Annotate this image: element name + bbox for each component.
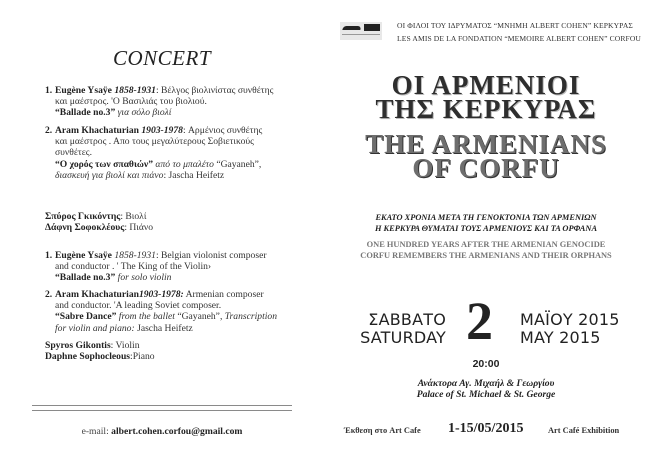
month-english: MAY 2015 xyxy=(520,328,601,347)
composer-desc-2: and conductor. 'A leading Soviet composer. xyxy=(55,300,222,312)
composer-desc: Armenian composer xyxy=(183,289,264,300)
performer-name: Spyros Gikontis xyxy=(45,340,111,351)
email-address[interactable]: albert.cohen.corfou@gmail.com xyxy=(111,426,243,437)
program-item-english-2 xyxy=(45,289,285,334)
program-item-greek-2 xyxy=(45,125,285,181)
composer-desc: : Belgian violonist composer xyxy=(155,250,267,261)
composer-name: Eugène Ysaÿe xyxy=(55,250,112,261)
transcription-label: Transcription xyxy=(224,311,277,323)
org-name-french: LES AMIS DE LA FONDATION “MEMOIRE ALBERT COHEN” CORFOU xyxy=(397,34,642,43)
composer-desc-2: and conductor . ' The King of the Violin› xyxy=(55,261,212,273)
performer-greek-violin xyxy=(45,211,146,222)
venue-english: Palace of St. Michael & St. George xyxy=(416,389,556,400)
email-label: e-mail: xyxy=(81,426,112,437)
composer-years: 1903-1978 xyxy=(141,125,183,136)
foundation-logo xyxy=(340,22,382,40)
title-english-line-1: THE ARMENIANS xyxy=(365,129,607,159)
ballet-name: “Gayaneh”, xyxy=(216,158,262,170)
venue-greek: Ανάκτορα Αγ. Μιχαήλ & Γεωργίου xyxy=(417,378,555,389)
composer-name: Aram Khachaturian xyxy=(55,125,139,136)
composer-desc-3: συνθέτες. xyxy=(55,147,92,159)
performer-role: : Βιολί xyxy=(120,211,147,222)
composer-years: 1858-1931 xyxy=(114,85,156,96)
transcription-desc: διασκευή για βιολί και πιάνο xyxy=(55,169,164,181)
concert-title: CONCERT xyxy=(112,46,212,70)
day-greek: ΣΑΒΒΑΤΟ xyxy=(368,310,446,329)
composer-desc: : Αρμένιος συνθέτης xyxy=(182,125,263,136)
item-number: 1. xyxy=(45,85,53,96)
exhibition-dates: 1-15/05/2015 xyxy=(448,421,524,436)
composer-desc-2: και μαέστρος . Απο τους μεγαλύτερους Σοβιετικούς xyxy=(55,136,254,148)
program-item-greek-1 xyxy=(45,85,285,119)
performer-role: : Violin xyxy=(110,340,140,351)
composer-desc: : Βέλγος βιολινίστας συνθέτης xyxy=(155,85,274,96)
work-desc: για σόλο βιολί xyxy=(115,107,172,119)
composer-name: Aram Khachaturian xyxy=(55,289,139,300)
work-desc: from the ballet xyxy=(116,311,178,323)
performer-name: Daphne Sophocleous xyxy=(45,351,131,362)
title-greek-line-2: ΤΗΣ ΚΕΡΚΥΡΑΣ xyxy=(375,94,597,124)
day-number: 2 xyxy=(466,291,493,351)
work-desc: for solo violin xyxy=(115,272,172,284)
title-english-line-2: OF CORFU xyxy=(412,153,560,183)
arranger: Jascha Heifetz xyxy=(134,322,193,334)
performer-english-violin xyxy=(45,340,140,351)
performer-name: Σπύρος Γκικόντης xyxy=(45,211,121,222)
performer-english-piano xyxy=(45,351,155,362)
exhibition-english: Art Café Exhibition xyxy=(548,426,620,435)
item-number: 1. xyxy=(45,250,53,261)
composer-name: Eugène Ysaÿe xyxy=(55,85,112,96)
composer-years: 1858-1931 xyxy=(114,250,156,261)
event-time: 20:00 xyxy=(472,358,500,370)
subtitle-greek-line-1: ΕΚΑΤΟ ΧΡΟΝΙΑ ΜΕΤΑ ΤΗ ΓΕΝΟΚΤΟΝΙΑ ΤΩΝ ΑΡΜΕΝΙΩΝ xyxy=(375,213,597,222)
item-number: 2. xyxy=(45,125,53,136)
email-contact xyxy=(0,426,324,437)
exhibition-greek: Έκθεση στο Art Cafe xyxy=(344,426,421,435)
divider-line xyxy=(32,405,292,411)
title-greek-line-1: ΟΙ ΑΡΜΕΝΙΟΙ xyxy=(391,70,581,100)
ballet-name: “Gayaneh” xyxy=(177,311,220,323)
composer-years: 1903-1978: xyxy=(138,289,184,300)
work-title: “Ο χορός των σπαθιών” xyxy=(55,158,154,170)
performer-role: : Πιάνο xyxy=(124,222,154,233)
subtitle-greek-line-2: Η ΚΕΡΚΥΡΑ ΘΥΜΑΤΑΙ ΤΟΥΣ ΑΡΜΕΝΙΟΥΣ ΚΑΙ ΤΑ ΟΡΦΑΝΑ xyxy=(374,224,598,233)
arranger: : Jascha Heifetz xyxy=(163,169,225,181)
subtitle-english-line-2: CORFU REMEMBERS THE ARMENIANS AND THEIR ORPHANS xyxy=(360,251,612,260)
comma: , xyxy=(219,311,225,323)
work-title: “Sabre Dance” xyxy=(55,311,117,323)
work-desc: από το μπαλέτο xyxy=(153,158,217,170)
performer-greek-piano xyxy=(45,222,153,233)
org-name-greek: ΟΙ ΦΙΛΟΙ ΤΟΥ ΙΔΡΥΜΑΤΟΣ “ΜΝΗΜΗ ALBERT COHEN” ΚΕΡΚΥΡΑΣ xyxy=(397,21,633,30)
program-item-english-1 xyxy=(45,250,285,284)
work-title: “Ballade no.3” xyxy=(55,107,116,119)
composer-desc-2: και μαέστρος. 'Ο Βασιλιάς του βιολιού. xyxy=(55,96,207,108)
work-title: “Ballade no.3” xyxy=(55,272,116,284)
item-number: 2. xyxy=(45,289,53,300)
month-greek: ΜΑΪΟΥ 2015 xyxy=(520,310,620,329)
performer-name: Δάφνη Σοφοκλέους xyxy=(45,222,125,233)
performer-role: :Piano xyxy=(130,351,155,362)
day-english: SATURDAY xyxy=(360,328,446,347)
transcription-desc: for violin and piano: xyxy=(55,322,135,334)
subtitle-english-line-1: ONE HUNDRED YEARS AFTER THE ARMENIAN GENOCIDE xyxy=(366,240,606,249)
